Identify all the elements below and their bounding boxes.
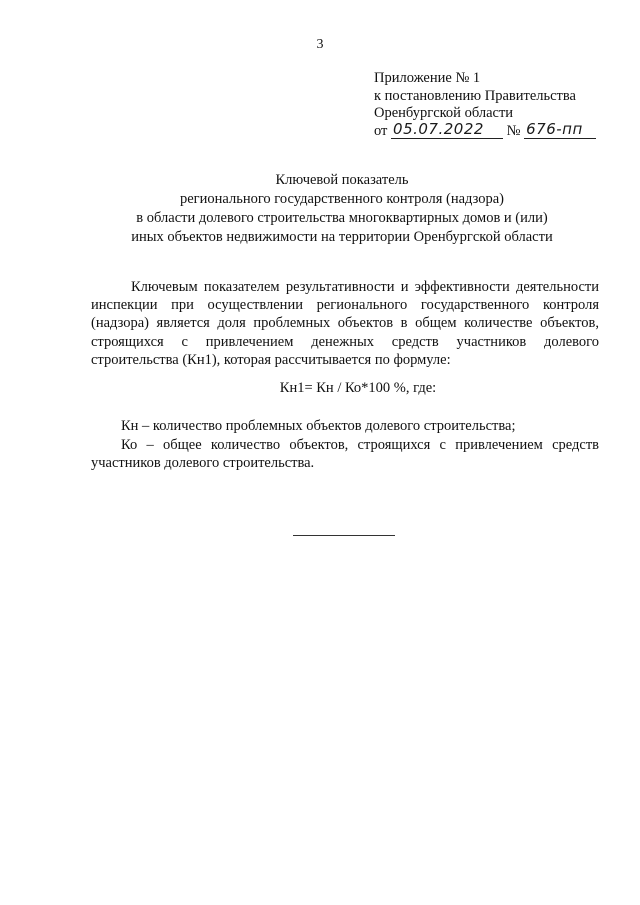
annex-block (374, 70, 596, 140)
annex-region: Оренбургской области (374, 105, 514, 121)
date-prefix: от (374, 122, 388, 139)
definition-kn: Кн – количество проблемных объектов долевого строительства; (121, 418, 516, 434)
number-field (524, 119, 596, 139)
document-title (60, 171, 624, 247)
annex-date-number-line (374, 119, 596, 141)
definitions (91, 417, 599, 473)
annex-resolution: к постановлению Правительства (374, 87, 576, 104)
end-divider (293, 535, 395, 536)
handwritten-date: 05.07.2022 (393, 119, 484, 138)
title-line-3: в области долевого строительства многоквартирных домов и (или) (136, 210, 548, 226)
handwritten-number: 676-пп (526, 119, 583, 138)
title-line-2: регионального государственного контроля (надзора) (180, 191, 504, 207)
title-line-4: иных объектов недвижимости на территории Оренбургской области (131, 229, 553, 245)
definition-ko: Ко – общее количество объектов, строящихся с привлечением средств участников долевого строительства. (91, 436, 599, 472)
date-field (391, 119, 503, 139)
body-paragraph: Ключевым показателем результативности и эффективности деятельности инспекции при осуществлении регионального государственного контроля (надзора) является доля проблемных объектов в общем количестве объектов, строящихся с привлечением денежных средств участников долевого строительства (Кн1), которая рассчитывается по формуле: (91, 279, 599, 368)
number-prefix: № (506, 122, 521, 139)
page-number: 3 (316, 37, 324, 52)
annex-title: Приложение № 1 (374, 70, 481, 86)
title-line-1: Ключевой показатель (275, 172, 409, 188)
formula: Кн1= Кн / Ко*100 %, где: (279, 380, 437, 396)
body-section (91, 278, 599, 369)
